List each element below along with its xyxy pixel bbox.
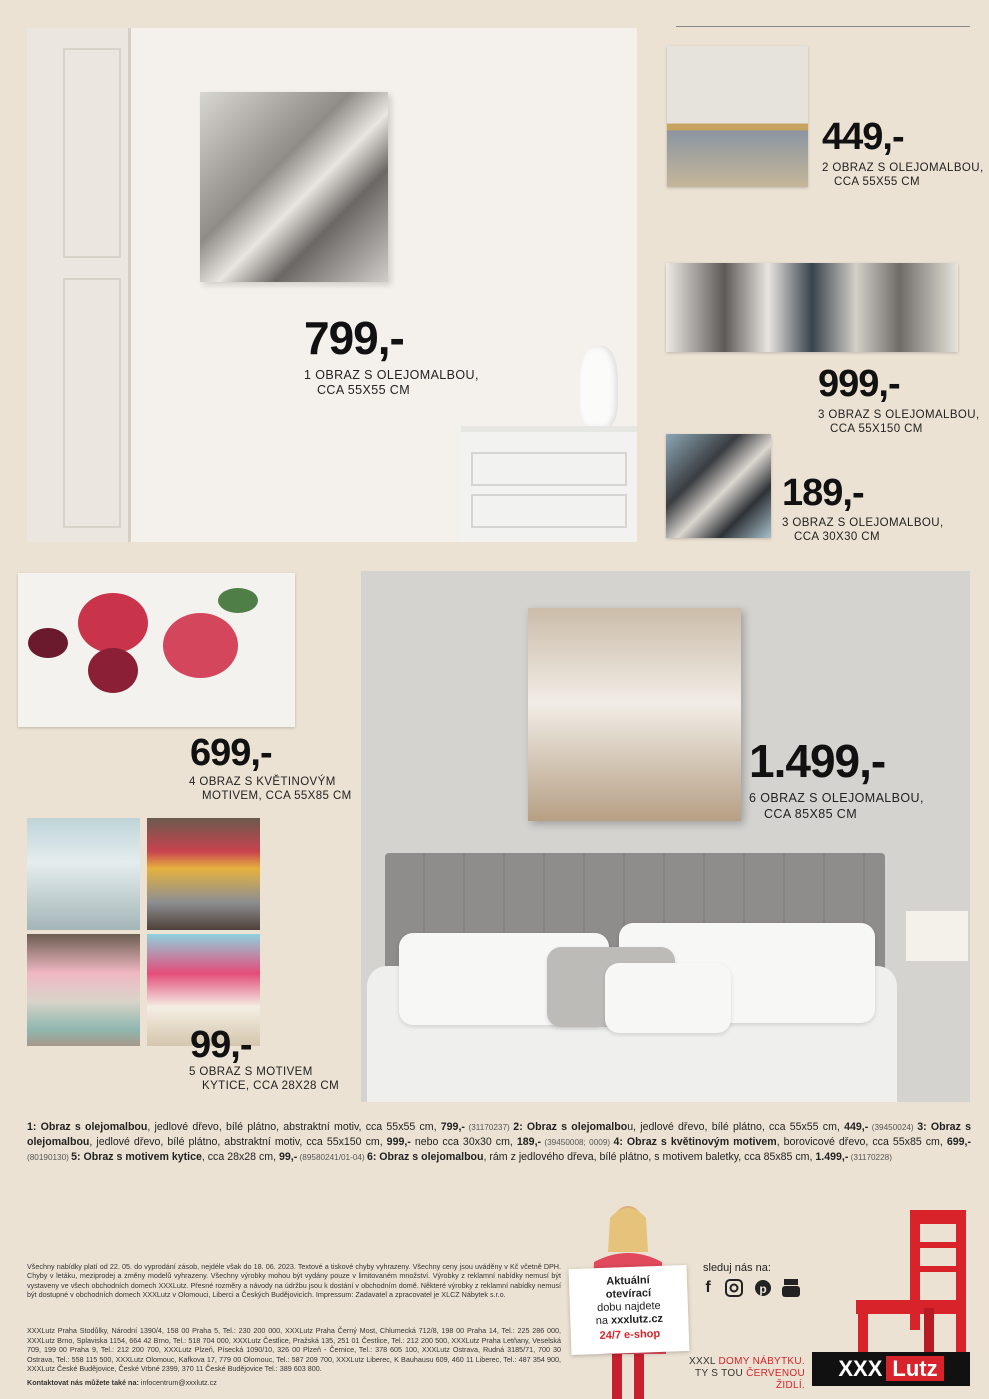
label-line: CCA 55X55 CM: [317, 383, 411, 397]
youtube-icon[interactable]: [781, 1278, 801, 1298]
top-divider: [676, 26, 970, 27]
price-product-3-small: 189,-: [782, 472, 864, 514]
follow-label: sleduj nás na:: [703, 1262, 771, 1274]
slogan-line: XXXL DOMY NÁBYTKU.: [689, 1356, 805, 1367]
label-product-4: [189, 775, 352, 803]
red-chair-logo-icon: [850, 1208, 974, 1358]
desc-item: 4: Obraz s květinovým motivem, borovicové dřevo, cca 55x85 cm, 699,- (80190130): [27, 1136, 971, 1162]
vase: [580, 346, 618, 428]
sign-line: dobu najdete: [596, 1299, 661, 1315]
label-product-2: [822, 161, 984, 189]
label-line: 5 OBRAZ S MOTIVEM: [189, 1066, 313, 1078]
leaf: [218, 588, 258, 613]
flower: [28, 628, 68, 658]
sign-website[interactable]: xxxlutz.cz: [610, 1312, 664, 1327]
dresser-drawer: [471, 452, 627, 486]
product-image-2[interactable]: [667, 46, 808, 187]
label-line: KYTICE, CCA 28X28 CM: [202, 1080, 340, 1092]
label-line: MOTIVEM, CCA 55X85 CM: [202, 790, 352, 802]
price-product-4: 699,-: [190, 732, 272, 774]
lamp: [906, 911, 968, 961]
label-line: 1 OBRAZ S OLEJOMALBOU,: [304, 368, 479, 382]
desc-item: 6: Obraz s olejomalbou, rám z jedlového dřeva, bílé plátno, s motivem baletky, cca 85x85 cm, 1.499,- (31170228): [366, 1151, 892, 1163]
facebook-icon[interactable]: f: [705, 1279, 711, 1296]
pinterest-icon[interactable]: [753, 1278, 773, 1298]
label-line: 3 OBRAZ S OLEJOMALBOU,: [818, 409, 980, 421]
sign-eshop: 24/7 e-shop: [599, 1327, 661, 1343]
room-photo-bedroom: [361, 571, 970, 1102]
label-product-3-large: [818, 408, 980, 436]
sign-line: otevírací: [605, 1287, 652, 1301]
label-line: 6 OBRAZ S OLEJOMALBOU,: [749, 791, 924, 805]
label-product-5: [189, 1065, 339, 1093]
product-image-1[interactable]: [200, 92, 388, 282]
room-photo-living: [27, 28, 637, 542]
price-product-2: 449,-: [822, 116, 904, 158]
flower: [163, 613, 238, 678]
dresser-drawer: [471, 494, 627, 528]
door-panel: [63, 278, 121, 528]
door: [27, 28, 131, 542]
flower: [88, 648, 138, 693]
product-image-3-large[interactable]: [666, 263, 958, 352]
label-product-6: [749, 790, 924, 822]
product-image-5-variant-3[interactable]: [27, 934, 140, 1046]
label-product-1: [304, 368, 479, 398]
label-line: 4 OBRAZ S KVĚTINOVÝM: [189, 776, 336, 788]
price-product-3-large: 999,-: [818, 363, 900, 405]
legal-disclaimer: Všechny nabídky platí od 22. 05. do vyprodání zásob, nejdéle však do 18. 06. 2023. Textové a tiskové chyby vyhrazeny. Všechny ceny jsou uváděny v Kč včetně DPH. Chyby v letáku, meziprodej a změny modelů vyhrazeny. Všechny výrobky mohou být vydány pouze v limitovaném množství. Výrobky z reklamní nabídky nemusí být vystaveny ve všech obchodních domech XXXLutz. Přesné rozměry a návody na údržbu jsou k dostání v obchodním domě. Některé výrobky z reklamní nabídky nemusí být dostupné v obchodních domech XXXLutz v Olomouci, Liberci a Českých Budějovicích. Impressum: Zadavatel a zpracovatel je XLCZ Nábytek s.r.o.: [27, 1262, 561, 1300]
label-line: CCA 30X30 CM: [794, 531, 880, 543]
door-panel: [63, 48, 121, 258]
desc-item: 2: Obraz s olejomalbou, jedlové dřevo, bílé plátno, cca 55x55 cm, 449,- (39450024): [513, 1121, 918, 1133]
store-list: XXXLutz Praha Stodůlky, Národní 1390/4, 158 00 Praha 5, Tel.: 230 200 000, XXXLutz Praha Černý Most, Chlumecká 712/8, 198 00 Praha 14, Tel.: 225 286 000, XXXLutz Brno, Splaviska 1154, 664 42 Brno, Tel.: 518 704 000, XXXLutz Čestlice, Pražská 135, 251 01 Čestlice, Tel.: 212 200 500, XXXLutz Praha Letňany, Veselská 709, 199 00 Praha 9, Tel.: 212 200 700, XXXLutz Plzeň, Písecká 1090/10, 326 00 Plzeň - Černice, Tel.: 378 605 100, XXXLutz Ostrava, Rudná 3185/71, 700 30 Ostrava, Tel.: 558 115 500, XXXLutz Olomouc, Kafkova 17, 779 00 Olomouc, Tel.: 587 209 700, XXXLutz Liberec, K Bauhausu 609, 460 11 Liberec, Tel.: 487 354 900, XXXLutz České Budějovice, České Vrbné 2399, 370 11 České Budějovice Tel.: 389 603 800.: [27, 1326, 561, 1374]
label-product-3-small: [782, 516, 944, 544]
product-image-6[interactable]: [528, 608, 741, 821]
contact-line: [27, 1378, 217, 1387]
sign-line: na xxxlutz.cz: [595, 1312, 664, 1328]
desc-item: 3: Obraz s olejomalbou, jedlové dřevo, bílé plátno, abstraktní motiv, cca 55x150 cm, 999,-: [27, 1121, 971, 1148]
product-image-5-variant-1[interactable]: [27, 818, 140, 930]
price-product-6: 1.499,-: [749, 735, 886, 787]
label-line: 2 OBRAZ S OLEJOMALBOU,: [822, 162, 984, 174]
slogan-line: TY S TOU ČERVENOU ŽIDLÍ.: [695, 1368, 805, 1391]
product-image-5-variant-2[interactable]: [147, 818, 260, 930]
label-line: CCA 55X55 CM: [834, 176, 920, 188]
desc-item: nebo cca 30x30 cm, 189,- (39450008; 0009): [414, 1136, 614, 1148]
slogan: [667, 1356, 805, 1392]
product-descriptions: [27, 1120, 971, 1165]
svg-text:p: p: [759, 1282, 767, 1296]
label-line: CCA 85X85 CM: [764, 807, 858, 821]
opening-hours-sign: [569, 1265, 690, 1355]
desc-item: 1: Obraz s olejomalbou, jedlové dřevo, bílé plátno, abstraktní motiv, cca 55x55 cm, 799,- (31170237): [27, 1121, 514, 1133]
product-image-3-small[interactable]: [666, 434, 771, 538]
label-line: CCA 55X150 CM: [830, 423, 923, 435]
xxxlutz-logo[interactable]: XXX Lutz: [812, 1352, 970, 1386]
instagram-icon[interactable]: [724, 1278, 744, 1298]
pillow-small: [605, 963, 731, 1033]
price-product-1: 799,-: [304, 312, 404, 364]
sign-line: Aktuální: [606, 1274, 650, 1288]
product-image-4[interactable]: [18, 573, 295, 727]
price-product-5: 99,-: [190, 1024, 252, 1066]
contact-email[interactable]: infocentrum@xxxlutz.cz: [138, 1378, 217, 1387]
label-line: 3 OBRAZ S OLEJOMALBOU,: [782, 517, 944, 529]
flower: [78, 593, 148, 653]
dresser: [461, 426, 637, 542]
contact-label: Kontaktovat nás můžete také na:: [27, 1378, 139, 1387]
desc-item: 5: Obraz s motivem kytice, cca 28x28 cm, 99,- (89580241/01-04): [71, 1151, 367, 1163]
